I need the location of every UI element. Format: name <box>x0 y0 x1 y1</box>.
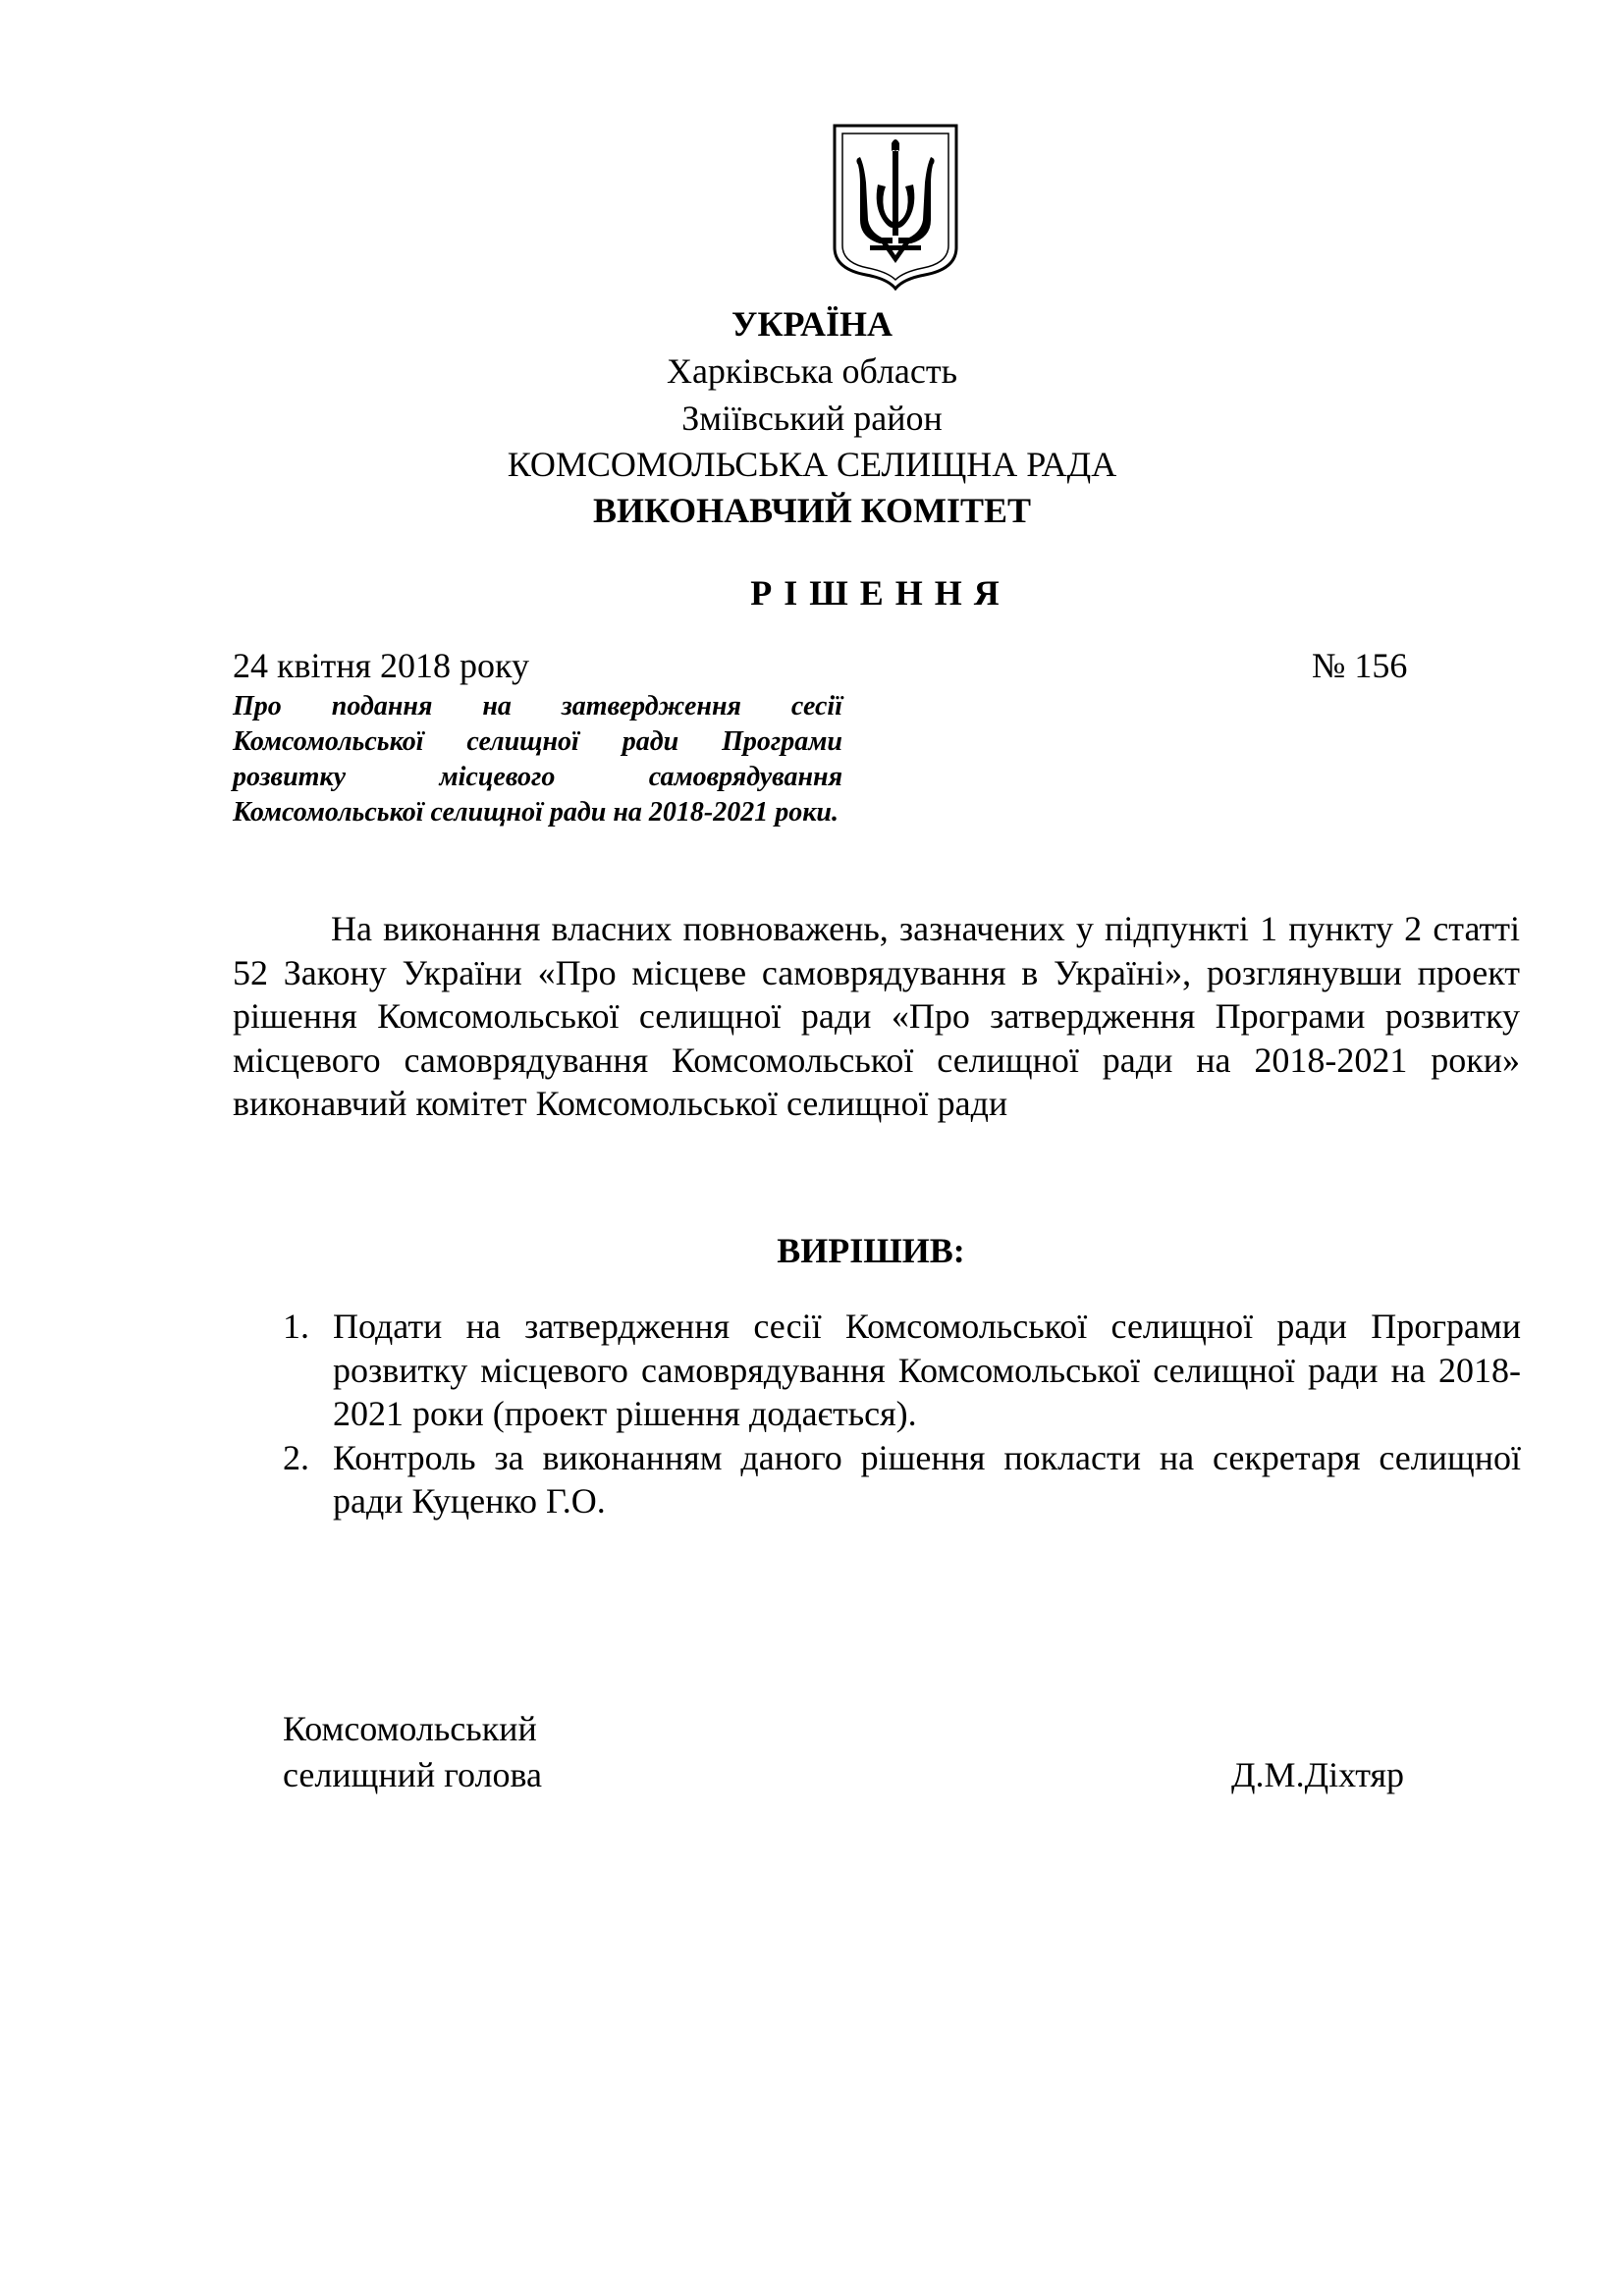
decision-item-number: 2. <box>283 1437 309 1477</box>
signatory-title-line2: селищний голова <box>283 1755 543 1794</box>
oblast-line: Харківська область <box>666 351 958 391</box>
decision-item <box>283 1305 1521 1436</box>
resolved-heading: ВИРІШИВ: <box>777 1231 965 1270</box>
committee-name: ВИКОНАВЧИЙ КОМІТЕТ <box>592 491 1032 530</box>
signatory-title <box>283 1706 542 1798</box>
trident-coat-of-arms-icon <box>831 122 960 291</box>
signatory-name: Д.М.Діхтяр <box>1231 1755 1405 1794</box>
decision-subject: Про подання на затвердження сесії Комсомольської селищної ради Програми розвитку місцевого самоврядування Комсомольської селищної ради на 2018-2021 роки. <box>233 691 842 828</box>
document-type-heading: РІШЕННЯ <box>750 573 1011 613</box>
decision-item <box>283 1436 1521 1523</box>
decision-number: № 156 <box>1312 646 1408 685</box>
country-heading: УКРАЇНА <box>731 304 893 344</box>
decision-item-text: Подати на затвердження сесії Комсомольської селищної ради Програми розвитку місцевого самоврядування Комсомольської селищної ради на 2018-2021 роки (проект рішення додається). <box>333 1307 1521 1434</box>
signatory-title-line1: Комсомольський <box>283 1709 537 1748</box>
decision-item-number: 1. <box>283 1307 309 1346</box>
raion-line: Зміївський район <box>681 399 943 438</box>
decision-date: 24 квітня 2018 року <box>233 646 530 685</box>
decision-list <box>283 1305 1521 1523</box>
decision-item-text: Контроль за виконанням даного рішення покласти на секретаря селищної ради Куценко Г.О. <box>333 1437 1521 1522</box>
council-name: КОМСОМОЛЬСЬКА СЕЛИЩНА РАДА <box>507 445 1117 484</box>
preamble-paragraph: На виконання власних повноважень, зазначених у підпункті 1 пункту 2 статті 52 Закону України «Про місцеве самоврядування в Україні», розглянувши проект рішення Комсомольської селищної ради «Про затвердження Програми розвитку місцевого самоврядування Комсомольської селищної ради на 2018-2021 роки» виконавчий комітет Комсомольської селищної ради <box>233 909 1520 1124</box>
